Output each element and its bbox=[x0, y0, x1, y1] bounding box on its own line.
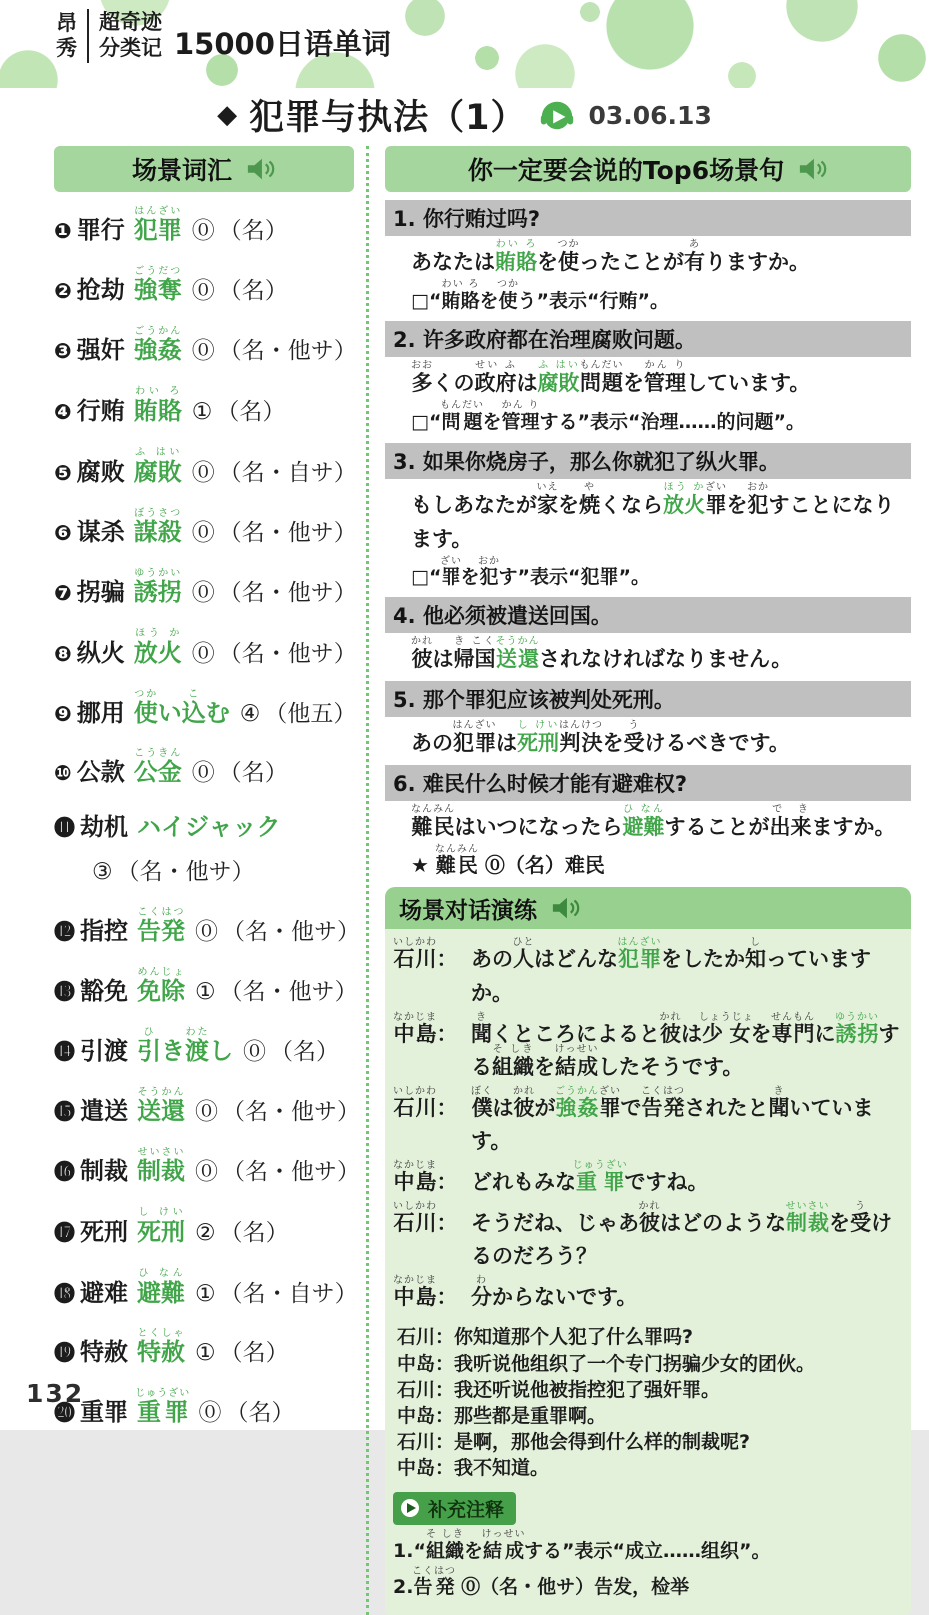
speaker-name: 中島なかじま： bbox=[393, 1159, 458, 1194]
vocab-item bbox=[54, 1027, 354, 1072]
item-tail bbox=[192, 399, 286, 425]
vocab-item bbox=[54, 206, 354, 251]
accent-number: ⓪ bbox=[195, 1158, 218, 1185]
sentence-chinese: 1. 你行贿过吗? bbox=[385, 200, 911, 236]
item-tail bbox=[192, 580, 357, 606]
vocab-item bbox=[54, 688, 357, 734]
dialogue-line bbox=[393, 1201, 905, 1274]
top6-header bbox=[385, 146, 911, 192]
sentence-chinese: 3. 如果你烧房子，那么你就犯了纵火罪。 bbox=[385, 443, 911, 479]
dialogue-text: 分わからないです。 bbox=[471, 1274, 638, 1309]
dialogue-line bbox=[393, 1160, 905, 1200]
speaker-name: 石川いしかわ： bbox=[393, 937, 458, 972]
audio-track-number: 03.06.13 bbox=[588, 100, 712, 130]
item-number: ⓱ bbox=[54, 1220, 75, 1245]
chinese-word: 豁免 bbox=[80, 976, 128, 1005]
accent-number: ⓪ bbox=[191, 640, 215, 667]
japanese-word: ハイジャック bbox=[137, 813, 281, 842]
vocab-item bbox=[54, 1146, 360, 1192]
speaker-wave-icon bbox=[551, 895, 581, 921]
item-tail bbox=[199, 1400, 295, 1426]
vocab-item bbox=[54, 627, 357, 674]
chinese-word: 行贿 bbox=[76, 396, 125, 425]
chinese-word: 抢劫 bbox=[76, 275, 125, 304]
vocab-item bbox=[54, 906, 360, 952]
item-number: ❽ bbox=[54, 641, 72, 666]
dialogue-header-label: 场景对话演练 bbox=[399, 897, 537, 924]
japanese-word: 特赦とくしゃ bbox=[137, 1328, 185, 1367]
chinese-word: 遣送 bbox=[80, 1096, 128, 1125]
part-of-speech: （名） bbox=[225, 1400, 295, 1427]
vocab-item bbox=[54, 266, 354, 311]
part-of-speech: （名・他サ） bbox=[116, 858, 255, 885]
vocab-list bbox=[54, 206, 360, 1433]
item-tail bbox=[195, 1099, 360, 1125]
sentence-list bbox=[385, 200, 911, 881]
brand-name bbox=[56, 11, 77, 59]
sentence-block bbox=[385, 597, 911, 676]
note-line: 1.“組織そ しきを結成けっせいする”表示“成立……组织”。 bbox=[393, 1528, 771, 1562]
vocab-item bbox=[54, 748, 354, 793]
sentence-note: □“罪ざいを犯おかす”表示“犯罪”。 bbox=[411, 555, 650, 588]
top6-header-label: 你一定要会说的Top6场景句 bbox=[467, 156, 785, 185]
accent-number: ⓪ bbox=[191, 760, 215, 787]
part-of-speech: （名） bbox=[219, 1340, 289, 1367]
main-columns bbox=[0, 140, 929, 1615]
chinese-word: 制裁 bbox=[80, 1156, 128, 1185]
item-number: ⓴ bbox=[54, 1401, 75, 1426]
logo-divider bbox=[87, 9, 89, 63]
sentence-japanese: もしあなたが家いえを焼やくなら放火ほう か罪ざいを犯おかすことになります。 bbox=[411, 481, 895, 551]
japanese-word: 制裁せいさい bbox=[137, 1146, 185, 1185]
part-of-speech: （名・他サ） bbox=[218, 519, 357, 546]
vocab-item bbox=[54, 1207, 354, 1253]
japanese-word: 犯罪はんざい bbox=[133, 206, 182, 244]
item-number: ⓫ bbox=[54, 816, 75, 841]
vocab-item bbox=[54, 446, 357, 493]
brand-char-2: 秀 bbox=[56, 35, 77, 60]
japanese-word: 腐敗ふ はい bbox=[133, 446, 182, 486]
accent-number: ⓪ bbox=[195, 918, 218, 945]
vocab-item bbox=[54, 325, 357, 371]
notes-badge-label: 补充注释 bbox=[428, 1498, 505, 1521]
play-circle-headphone-icon bbox=[538, 96, 576, 134]
japanese-word: 避難ひ なん bbox=[137, 1267, 185, 1307]
part-of-speech: （名） bbox=[216, 398, 286, 425]
dialogue-translation-line: 石川：是啊，那他会得到什么样的制裁呢? bbox=[397, 1431, 751, 1454]
chinese-word: 避难 bbox=[80, 1278, 128, 1307]
part-of-speech: （名・他サ） bbox=[222, 1158, 360, 1185]
japanese-word: 強奪ごうだつ bbox=[133, 265, 182, 304]
dialogue-japanese bbox=[393, 937, 905, 1314]
subtitle-line-1: 超奇迹 bbox=[99, 10, 162, 35]
japanese-word: 謀殺ぼうさつ bbox=[133, 507, 182, 546]
dialogue-translation-line: 石川：你知道那个人犯了什么罪吗? bbox=[397, 1326, 694, 1349]
note-line: 2.告発こくはつ ⓪（名・他サ）告发，检举 bbox=[393, 1566, 690, 1599]
accent-number: ④ bbox=[239, 700, 261, 727]
chinese-word: 指控 bbox=[80, 916, 128, 945]
notes-list bbox=[393, 1529, 905, 1604]
part-of-speech: （名・他サ） bbox=[218, 579, 357, 606]
item-number: ⓬ bbox=[54, 919, 75, 944]
sentence-japanese: 難民なんみんはいつになったら避難ひ なんすることが出来で きますか。 bbox=[411, 804, 896, 840]
accent-number: ⓪ bbox=[191, 459, 215, 486]
diamond-icon: ◆ bbox=[217, 100, 238, 130]
item-tail bbox=[192, 520, 357, 546]
sentence-chinese: 5. 那个罪犯应该被判处死刑。 bbox=[385, 681, 911, 717]
dialogue-text: そうだね、じゃあ彼かれはどのような制裁せいさいを受うけるのだろう？ bbox=[471, 1200, 892, 1269]
item-tail bbox=[195, 919, 360, 945]
vocab-item bbox=[54, 1328, 354, 1373]
item-number: ❸ bbox=[54, 338, 72, 363]
item-number: ❾ bbox=[54, 701, 72, 726]
accent-number: ③ bbox=[92, 858, 113, 885]
vocab-item bbox=[54, 1388, 354, 1433]
series-title: 15000日语单词 bbox=[174, 27, 391, 61]
accent-number: ⓪ bbox=[191, 218, 215, 244]
sentences-column bbox=[366, 146, 911, 1615]
japanese-word: 放火ほう か bbox=[133, 627, 182, 667]
speaker-name: 中島なかじま： bbox=[393, 1274, 458, 1309]
item-number: ❶ bbox=[54, 219, 72, 243]
item-tail bbox=[192, 338, 357, 364]
item-number: ❷ bbox=[54, 278, 72, 303]
chinese-word: 挪用 bbox=[76, 698, 125, 727]
vocab-item bbox=[54, 507, 357, 553]
sentence-chinese: 2. 许多政府都在治理腐败问题。 bbox=[385, 321, 911, 357]
japanese-word: 告発こくはつ bbox=[137, 906, 185, 945]
chinese-word: 腐败 bbox=[76, 457, 125, 486]
chinese-word: 纵火 bbox=[76, 638, 125, 667]
chinese-word: 强奸 bbox=[76, 335, 125, 364]
speaker-wave-icon bbox=[246, 156, 276, 182]
vocabulary-column bbox=[54, 146, 360, 1615]
speaker-wave-icon bbox=[798, 156, 828, 182]
sentence-japanese: 彼かれは帰国き こく送還そうかんされなければなりません。 bbox=[411, 636, 793, 672]
part-of-speech: （名・自サ） bbox=[218, 459, 357, 486]
page-number: 132 bbox=[26, 1379, 85, 1408]
japanese-word: 使つかい込こむ bbox=[133, 688, 230, 727]
item-tail bbox=[192, 760, 288, 786]
dialogue-body bbox=[385, 929, 911, 1615]
chinese-word: 特赦 bbox=[80, 1338, 128, 1367]
japanese-word: 死刑し けい bbox=[137, 1206, 185, 1246]
part-of-speech: （名） bbox=[219, 1219, 289, 1246]
japanese-word: 重罪じゅうざい bbox=[135, 1388, 191, 1427]
japanese-word: 誘拐ゆうかい bbox=[133, 567, 182, 606]
part-of-speech: （名・他サ） bbox=[222, 1098, 360, 1125]
dialogue-text: どれもみな重罪じゅうざいですね。 bbox=[471, 1159, 709, 1194]
chapter-title-row bbox=[0, 90, 929, 140]
vocab-item bbox=[54, 386, 354, 432]
dialogue-line bbox=[393, 1275, 905, 1315]
item-number: ❻ bbox=[54, 520, 72, 545]
chinese-word: 死刑 bbox=[80, 1217, 128, 1246]
item-tail bbox=[195, 1159, 360, 1185]
item-tail bbox=[195, 1281, 358, 1307]
part-of-speech: （名） bbox=[270, 1038, 339, 1065]
item-tail bbox=[192, 278, 288, 304]
item-number: ⓰ bbox=[54, 1159, 75, 1184]
item-tail bbox=[195, 979, 358, 1005]
item-number: ⓲ bbox=[54, 1281, 75, 1306]
item-number: ❺ bbox=[54, 460, 72, 485]
dialogue-text: 僕ぼくは彼かれが強姦ごうかん罪ざいで告発こくはつされたと聞きいています。 bbox=[471, 1085, 874, 1154]
dialogue-line bbox=[393, 1012, 905, 1085]
item-number: ❿ bbox=[54, 761, 72, 786]
dialogue-translation-line: 中岛：那些都是重罪啊。 bbox=[397, 1405, 607, 1428]
publisher-logo bbox=[56, 8, 391, 63]
sentence-extra: ★ 難民なんみん ⓪（名）难民 bbox=[411, 844, 605, 878]
vocab-item bbox=[54, 567, 357, 613]
accent-number: ① bbox=[191, 398, 213, 425]
dialogue-header bbox=[385, 887, 911, 929]
series-subtitle bbox=[99, 10, 162, 60]
accent-number: ⓪ bbox=[243, 1038, 266, 1065]
accent-number: ⓪ bbox=[191, 519, 215, 546]
dialogue-line bbox=[393, 1086, 905, 1159]
part-of-speech: （名・他サ） bbox=[218, 640, 357, 667]
sentence-block bbox=[385, 321, 911, 437]
chinese-word: 劫机 bbox=[80, 813, 128, 842]
chinese-word: 拐骗 bbox=[76, 577, 125, 606]
top-banner bbox=[0, 0, 929, 88]
sentence-japanese: 多おおくの政府せい ふは腐敗ふ はい問題もんだいを管理かん りしています。 bbox=[411, 360, 811, 396]
japanese-word: 免除めんじょ bbox=[137, 966, 185, 1005]
sentence-note: □“賄賂わい ろを使つかう”表示“行贿”。 bbox=[411, 279, 669, 313]
vocab-item bbox=[54, 1086, 360, 1132]
dialogue-translation-line: 石川：我还听说他被指控犯了强奸罪。 bbox=[397, 1378, 721, 1401]
part-of-speech: （名） bbox=[218, 218, 288, 244]
vocab-item bbox=[54, 966, 358, 1012]
part-of-speech: （名・他サ） bbox=[219, 978, 358, 1005]
vocabulary-header bbox=[54, 146, 354, 192]
accent-number: ① bbox=[195, 1340, 216, 1367]
sentence-block bbox=[385, 765, 911, 881]
sentence-note: □“問題もんだいを管理かん りする”表示“治理……的问题”。 bbox=[411, 400, 805, 434]
sentence-japanese: あの犯罪はんざいは死刑し けい判決はんけつを受うけるべきです。 bbox=[411, 720, 790, 756]
part-of-speech: （他五） bbox=[264, 700, 357, 727]
vocab-item bbox=[54, 808, 354, 892]
japanese-word: 送還そうかん bbox=[137, 1086, 185, 1125]
item-number: ❹ bbox=[54, 399, 72, 424]
chinese-word: 罪行 bbox=[76, 216, 125, 244]
subtitle-line-2: 分类记 bbox=[99, 35, 162, 60]
sentence-chinese: 6. 难民什么时候才能有避难权? bbox=[385, 765, 911, 801]
item-tail bbox=[240, 701, 357, 727]
page-title: 犯罪与执法（1） bbox=[249, 98, 527, 138]
sentence-block bbox=[385, 681, 911, 760]
item-tail bbox=[92, 854, 354, 892]
item-tail bbox=[192, 460, 357, 486]
item-tail bbox=[243, 1039, 339, 1065]
item-number: ❼ bbox=[54, 580, 72, 605]
sentence-chinese: 4. 他必须被遣送回国。 bbox=[385, 597, 911, 633]
accent-number: ⓪ bbox=[191, 579, 215, 606]
dialogue-text: あの人ひとはどんな犯罪はんざいをしたか知しっていますか。 bbox=[471, 937, 871, 1006]
part-of-speech: （名・他サ） bbox=[218, 337, 357, 364]
item-tail bbox=[195, 1340, 289, 1366]
part-of-speech: （名） bbox=[218, 760, 288, 787]
accent-number: ⓪ bbox=[191, 337, 215, 364]
part-of-speech: （名・自サ） bbox=[219, 1280, 358, 1307]
japanese-word: 公金こうきん bbox=[133, 748, 182, 787]
item-number: ⓮ bbox=[54, 1039, 75, 1064]
accent-number: ⓪ bbox=[195, 1098, 218, 1125]
sentence-block bbox=[385, 443, 911, 592]
sentence-japanese: あなたは賄賂わい ろを使つかったことが有ありますか。 bbox=[411, 239, 810, 274]
dialogue-translation-line: 中岛：我不知道。 bbox=[397, 1457, 550, 1480]
dialogue-panel bbox=[385, 887, 911, 1615]
speaker-name: 石川いしかわ： bbox=[393, 1200, 458, 1235]
japanese-word: 引ひき渡わたし bbox=[137, 1026, 233, 1065]
notes-badge bbox=[393, 1492, 516, 1525]
dialogue-translation bbox=[397, 1324, 905, 1481]
sentence-block bbox=[385, 200, 911, 316]
item-tail bbox=[192, 641, 357, 667]
dialogue-translation-line: 中岛：我听说他组织了一个专门拐骗少女的团伙。 bbox=[397, 1352, 816, 1375]
chinese-word: 引渡 bbox=[80, 1036, 128, 1065]
accent-number: ① bbox=[195, 978, 216, 1005]
vocab-item bbox=[54, 1267, 358, 1314]
accent-number: ① bbox=[195, 1280, 216, 1307]
brand-char-1: 昂 bbox=[56, 11, 77, 36]
accent-number: ⓪ bbox=[198, 1400, 222, 1427]
chinese-word: 公款 bbox=[76, 758, 125, 787]
item-number: ⓳ bbox=[54, 1341, 75, 1366]
item-number: ⓭ bbox=[54, 979, 75, 1004]
vocabulary-header-label: 场景词汇 bbox=[131, 156, 232, 185]
chinese-word: 重罪 bbox=[80, 1398, 128, 1427]
accent-number: ② bbox=[195, 1219, 216, 1246]
chinese-word: 谋杀 bbox=[76, 517, 125, 546]
dialogue-text: 聞きくところによると彼かれは少女しょうじょを専門せんもんに誘拐ゆうかいする組織そ しきを結成けっせいしたそうです。 bbox=[471, 1011, 900, 1080]
play-circle-icon bbox=[400, 1498, 420, 1518]
part-of-speech: （名・他サ） bbox=[222, 918, 360, 945]
accent-number: ⓪ bbox=[191, 277, 215, 304]
item-tail bbox=[192, 218, 288, 244]
dialogue-line bbox=[393, 937, 905, 1010]
japanese-word: 強姦ごうかん bbox=[133, 325, 182, 364]
speaker-name: 中島なかじま： bbox=[393, 1011, 458, 1046]
item-tail bbox=[195, 1220, 289, 1246]
part-of-speech: （名） bbox=[218, 277, 288, 304]
item-number: ⓯ bbox=[54, 1099, 75, 1124]
speaker-name: 石川いしかわ： bbox=[393, 1085, 458, 1120]
japanese-word: 賄賂わい ろ bbox=[133, 385, 182, 425]
